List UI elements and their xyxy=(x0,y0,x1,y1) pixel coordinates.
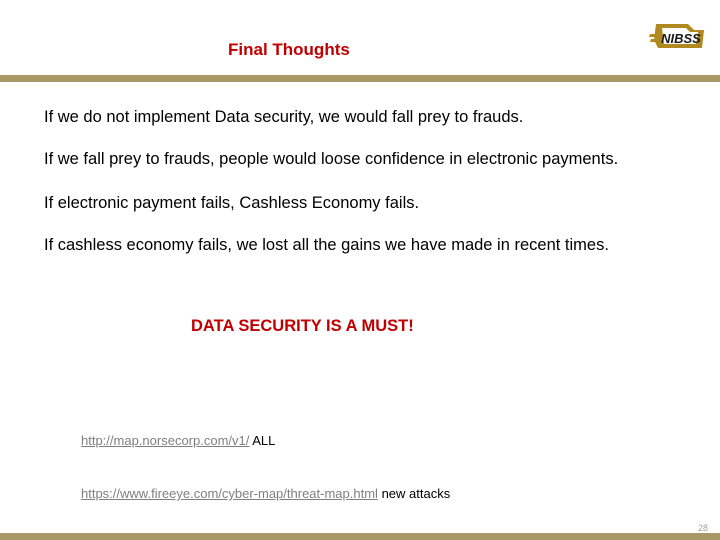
bullet-4: If cashless economy fails, we lost all the gains we have made in recent times. xyxy=(44,236,609,254)
bullet-2: If we fall prey to frauds, people would loose confidence in electronic payments. xyxy=(44,150,619,168)
link-row-2 xyxy=(81,486,450,501)
nibss-logo xyxy=(648,20,710,52)
link-row-1 xyxy=(81,433,275,448)
fireeye-threat-map-link[interactable]: https://www.fireeye.com/cyber-map/threat-map.html xyxy=(81,486,378,501)
bottom-divider xyxy=(0,533,720,540)
emphasis-statement: DATA SECURITY IS A MUST! xyxy=(191,317,414,335)
bullet-1: If we do not implement Data security, we would fall prey to frauds. xyxy=(44,108,524,126)
slide-title: Final Thoughts xyxy=(228,40,350,59)
link-2-note: new attacks xyxy=(381,486,451,501)
link-1-note: ALL xyxy=(252,433,276,448)
norsecorp-map-link[interactable]: http://map.norsecorp.com/v1/ xyxy=(81,433,250,448)
bullet-3: If electronic payment fails, Cashless Economy fails. xyxy=(44,194,420,212)
svg-text:NIBSS: NIBSS xyxy=(661,31,701,46)
top-divider xyxy=(0,75,720,82)
page-number: 28 xyxy=(697,523,708,533)
